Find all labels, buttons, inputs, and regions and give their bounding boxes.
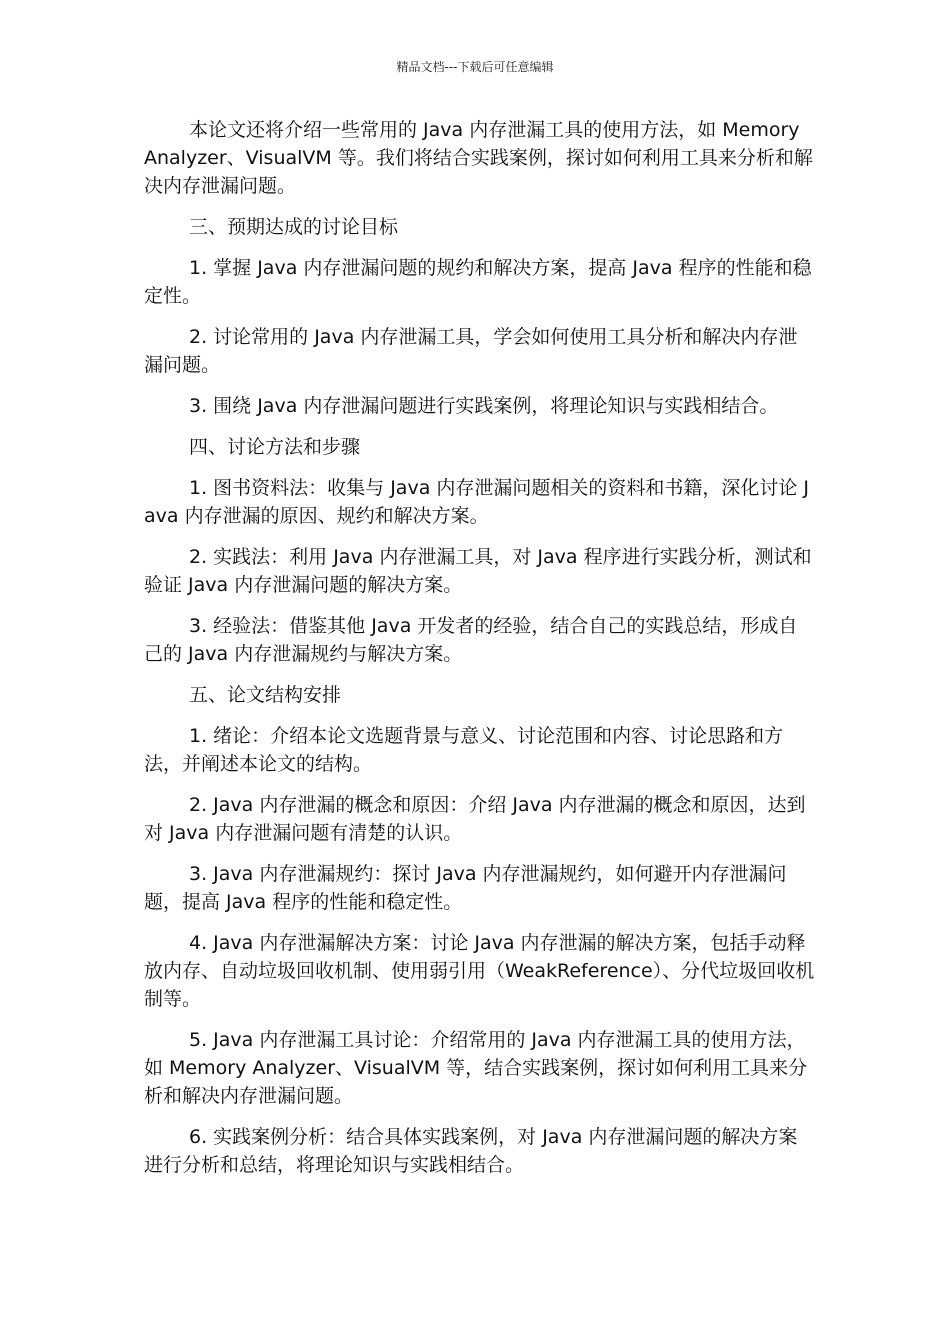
- structure-item-5: 5. Java 内存泄漏工具讨论：介绍常用的 Java 内存泄漏工具的使用方法，如 Memory Analyzer、VisualVM 等，结合实践案例，探讨如何利用工具来分析和解决内存泄漏问题。: [144, 1029, 808, 1107]
- structure-item-6: 6. 实践案例分析：结合具体实践案例，对 Java 内存泄漏问题的解决方案进行分析和总结，将理论知识与实践相结合。: [144, 1126, 798, 1176]
- page-header: 精品文档---下载后可任意编辑: [396, 60, 554, 74]
- structure-item-4: 4. Java 内存泄漏解决方案：讨论 Java 内存泄漏的解决方案，包括手动释放内存、自动垃圾回收机制、使用弱引用（WeakReference）、分代垃圾回收机制等。: [144, 932, 815, 1010]
- method-item-2: 2. 实践法：利用 Java 内存泄漏工具，对 Java 程序进行实践分析，测试和验证 Java 内存泄漏问题的解决方案。: [144, 546, 812, 596]
- structure-item-1: 1. 绪论：介绍本论文选题背景与意义、讨论范围和内容、讨论思路和方法，并阐述本论文的结构。: [144, 725, 784, 775]
- goal-item-2: 2. 讨论常用的 Java 内存泄漏工具，学会如何使用工具分析和解决内存泄漏问题。: [144, 326, 798, 376]
- paragraph-tools-intro: 本论文还将介绍一些常用的 Java 内存泄漏工具的使用方法，如 Memory Analyzer、VisualVM 等。我们将结合实践案例，探讨如何利用工具来分析和解决内存泄漏问题。: [144, 119, 813, 197]
- document-body: [144, 116, 816, 1192]
- goal-item-3: 3. 围绕 Java 内存泄漏问题进行实践案例，将理论知识与实践相结合。: [189, 395, 779, 417]
- section-heading-structure: 五、论文结构安排: [189, 684, 342, 706]
- section-heading-goals: 三、预期达成的讨论目标: [189, 216, 399, 238]
- method-item-3: 3. 经验法：借鉴其他 Java 开发者的经验，结合自己的实践总结，形成自己的 Java 内存泄漏规约与解决方案。: [144, 615, 798, 665]
- goal-item-1: 1. 掌握 Java 内存泄漏问题的规约和解决方案，提高 Java 程序的性能和稳定性。: [144, 257, 812, 307]
- structure-item-3: 3. Java 内存泄漏规约：探讨 Java 内存泄漏规约，如何避开内存泄漏问题，提高 Java 程序的性能和稳定性。: [144, 863, 787, 913]
- method-item-1: 1. 图书资料法：收集与 Java 内存泄漏问题相关的资料和书籍，深化讨论 Java 内存泄漏的原因、规约和解决方案。: [144, 477, 810, 527]
- section-heading-methods: 四、讨论方法和步骤: [189, 436, 361, 458]
- structure-item-2: 2. Java 内存泄漏的概念和原因：介绍 Java 内存泄漏的概念和原因，达到对 Java 内存泄漏问题有清楚的认识。: [144, 794, 806, 844]
